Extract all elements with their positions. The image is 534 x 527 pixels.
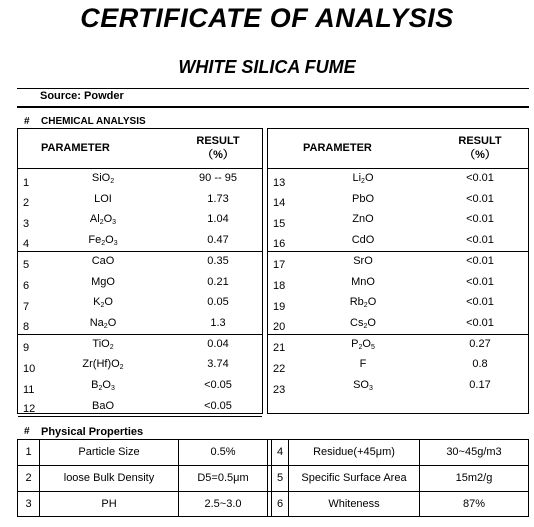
table-row: [18, 335, 262, 356]
parameter-name: SiO$_2$: [91, 172, 115, 185]
table-row: [268, 355, 528, 376]
table-row: [18, 466, 528, 491]
property-name: PH: [101, 498, 117, 510]
row-number: 11: [23, 383, 35, 396]
parameter-name: TiO$_2$: [92, 337, 114, 351]
table-row: [268, 190, 528, 211]
table-row: [18, 314, 262, 335]
row-number: 19: [273, 300, 286, 313]
row-number: 8: [23, 320, 30, 333]
table-row: [268, 376, 528, 397]
row-number: 1: [25, 446, 32, 458]
parameter-name: $SO_3$: [353, 379, 373, 392]
property-value: 87%: [462, 498, 486, 510]
property-value: 30~45g/m3: [446, 446, 502, 458]
row-number: 18: [273, 280, 286, 293]
table-row: [268, 231, 528, 252]
row-number: 10: [23, 362, 36, 375]
parameter-name: $K_2O$: [93, 296, 113, 310]
parameter-name: MnO: [351, 275, 375, 288]
parameter-name: CaO: [91, 254, 115, 267]
parameter-name: LOI: [94, 192, 112, 205]
parameter-name: $Cs_2O$: [350, 316, 376, 330]
parameter-name: SrO: [353, 254, 373, 267]
row-number: 3: [23, 218, 30, 231]
row-number: 5: [276, 472, 284, 484]
result-value: <0.01: [466, 296, 494, 309]
parameter-name: $Zr(Hf)O_2$: [82, 358, 124, 372]
table-row: [18, 397, 262, 418]
property-name: loose Bulk Density: [63, 472, 155, 484]
table-row: [268, 210, 528, 231]
table-row: [18, 440, 528, 465]
row-number: 22: [273, 362, 286, 375]
parameter-name: $P_2O_5$: [351, 337, 375, 351]
parameter-name: $Li_2O$: [352, 172, 374, 185]
table-row: [268, 169, 528, 190]
result-value: 0.8: [472, 358, 488, 371]
table-row: [18, 190, 262, 211]
row-number: 6: [276, 498, 284, 510]
result-value: <0.01: [466, 254, 494, 267]
physical-properties-table: [17, 439, 529, 517]
chemical-section-heading: [17, 116, 529, 128]
property-value: 15m2/g: [455, 472, 493, 484]
result-value: 1.73: [207, 192, 229, 205]
table-header: [268, 129, 528, 169]
header-parameter: PARAMETER: [41, 142, 110, 154]
table-row: [18, 210, 262, 231]
row-number: 4: [23, 237, 30, 250]
parameter-name: $Rb_2O$: [349, 296, 377, 310]
result-value: 0.35: [207, 254, 229, 267]
header-result-unit: （%）: [202, 149, 234, 161]
result-value: <0.05: [204, 399, 232, 412]
table-row: [18, 169, 262, 190]
section-title: CHEMICAL ANALYSIS: [41, 116, 146, 127]
row-number: 12: [23, 403, 36, 416]
result-value: 0.27: [469, 337, 491, 350]
parameter-name: MgO: [91, 275, 115, 288]
row-number: 20: [273, 320, 286, 333]
result-value: 0.17: [469, 379, 491, 391]
page-title: CERTIFICATE OF ANALYSIS: [80, 3, 454, 33]
section-title: Physical Properties: [41, 426, 144, 438]
result-value: 0.05: [207, 296, 229, 309]
row-number: 3: [25, 498, 32, 510]
chemical-analysis-table: [17, 128, 529, 414]
property-value: 2.5~3.0: [204, 498, 242, 510]
row-number: 15: [273, 218, 286, 231]
result-value: 1.3: [210, 316, 226, 329]
result-value: 90 -- 95: [199, 172, 237, 184]
result-value: <0.01: [466, 172, 494, 184]
result-value: <0.01: [466, 213, 494, 226]
section-hash: #: [24, 116, 30, 127]
header-result: [178, 134, 258, 162]
source-text: Source: Powder: [40, 90, 124, 102]
table-row: [18, 252, 262, 273]
parameter-name: CdO: [351, 234, 375, 247]
row-number: 2: [23, 197, 30, 210]
row-number: 14: [273, 197, 286, 210]
result-value: <0.01: [466, 316, 494, 329]
table-row: [18, 355, 262, 376]
property-name: Whiteness: [328, 498, 380, 510]
source-line: [17, 88, 529, 108]
physical-section-heading: [17, 426, 529, 438]
row-number: 5: [23, 259, 30, 272]
chemical-table-right: [267, 128, 529, 414]
header-result-label: RESULT: [196, 135, 240, 147]
table-row: [18, 273, 262, 294]
header-result-unit: （%）: [464, 149, 496, 161]
property-name: Specific Surface Area: [301, 472, 407, 484]
parameter-name: PbO: [351, 192, 374, 205]
property-value: D5=0.5μm: [197, 472, 249, 484]
parameter-name: $Fe_2O_3$: [88, 234, 118, 248]
table-row: [268, 335, 528, 356]
row-number: 7: [23, 300, 30, 313]
result-value: 1.04: [207, 213, 229, 226]
row-number: 17: [273, 259, 286, 272]
row-number: 9: [23, 342, 30, 355]
product-name: WHITE SILICA FUME: [178, 57, 356, 77]
header-parameter: PARAMETER: [303, 142, 372, 154]
row-number: 13: [273, 176, 286, 189]
parameter-name: F: [359, 358, 367, 371]
section-hash: #: [24, 426, 30, 437]
row-number: 23: [273, 383, 286, 396]
result-value: 0.47: [207, 234, 229, 247]
row-number: 16: [273, 237, 286, 250]
row-number: 1: [23, 176, 30, 189]
row-number: 6: [23, 280, 30, 293]
property-name: Particle Size: [78, 446, 140, 458]
parameter-name: $Al_2O_3$: [89, 213, 117, 227]
table-row: [18, 231, 262, 252]
table-row: [268, 314, 528, 335]
result-value: 0.21: [207, 275, 229, 288]
table-row: [268, 252, 528, 273]
result-value: <0.01: [466, 192, 494, 205]
parameter-name: $Na_2O$: [89, 316, 117, 330]
row-number: 21: [273, 342, 286, 355]
table-row: [18, 293, 262, 314]
property-value: 0.5%: [210, 446, 236, 458]
table-header: [18, 129, 262, 169]
table-row: [268, 293, 528, 314]
parameter-name: $B_2O_3$: [91, 379, 115, 392]
result-value: 3.74: [207, 358, 229, 371]
result-value: 0.04: [207, 337, 229, 350]
result-value: <0.01: [466, 275, 494, 288]
header-result-label: RESULT: [458, 135, 502, 147]
result-value: <0.05: [204, 379, 232, 391]
parameter-name: ZnO: [352, 213, 374, 226]
result-value: <0.01: [466, 234, 494, 247]
parameter-name: BaO: [91, 399, 114, 412]
row-number: 2: [25, 472, 32, 484]
table-row: [18, 492, 528, 517]
property-name: Residue(+45μm): [313, 446, 395, 458]
table-row: [268, 273, 528, 294]
table-row: [18, 376, 262, 397]
header-result: [438, 134, 522, 162]
chemical-table-left: [17, 128, 263, 414]
row-number: 4: [276, 446, 284, 458]
